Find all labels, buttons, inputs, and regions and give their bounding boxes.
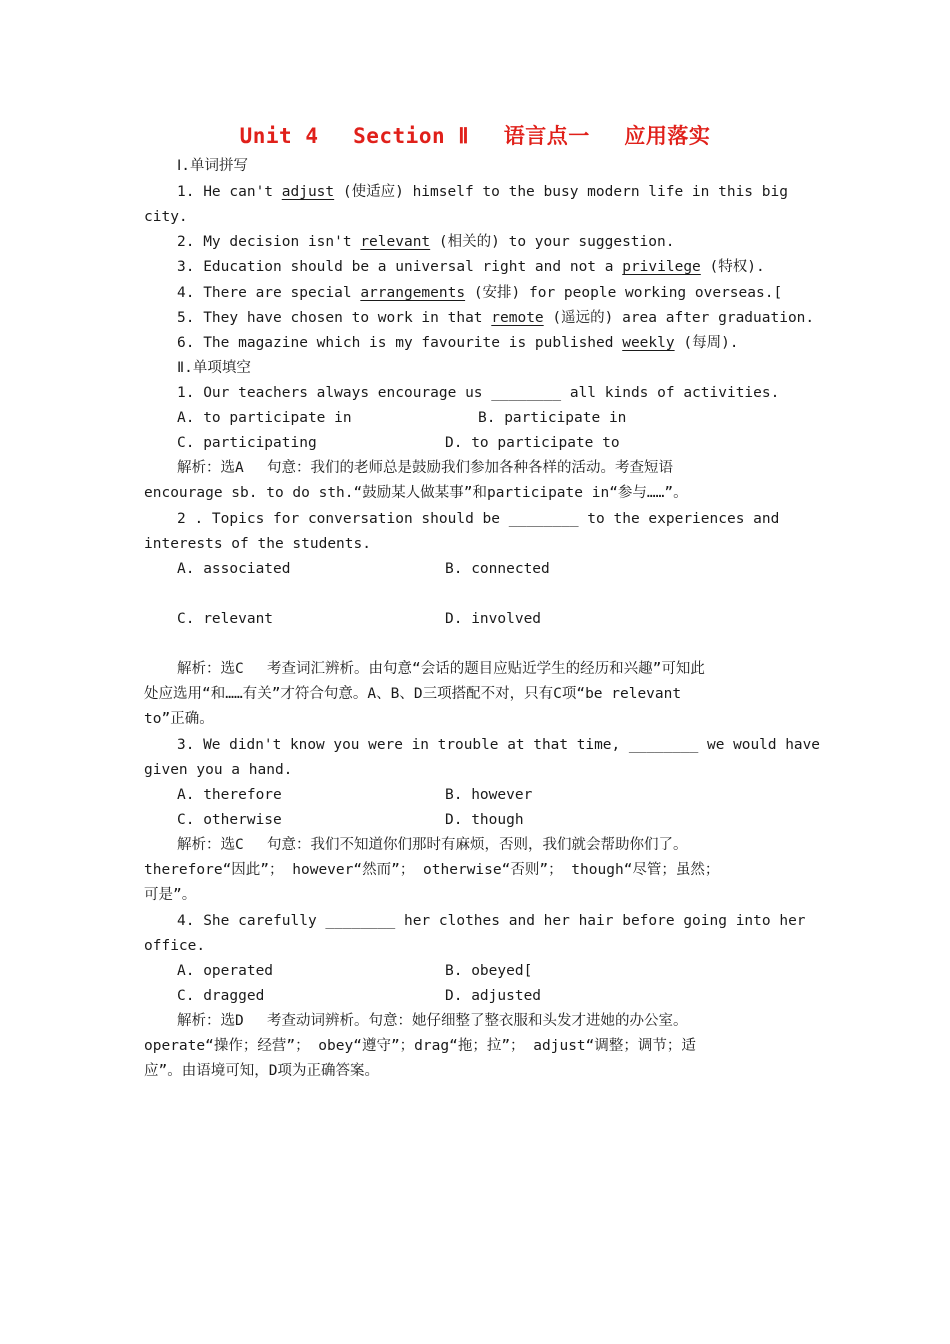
answer-word: privilege [622,259,701,275]
item-text: (特权). [700,259,765,275]
question-1-explanation: 解析：选A 句意：我们的老师总是鼓励我们参加各种各样的活动。考查短语 [177,460,673,476]
question-4-option-a: A. operated [177,963,274,979]
item-text: 6. The magazine which is my favourite is published [177,335,623,351]
question-3-option-b: B. however [445,787,533,803]
question-2-stem: 2 . Topics for conversation should be ________ to the experiences and [177,511,780,527]
item-text: 1. He can't [177,184,282,200]
answer-word: arrangements [360,285,466,301]
item-text: 3. Education should be a universal right and not a [177,259,623,275]
question-3-stem-cont: given you a hand. [144,762,293,778]
item-text: 5. They have chosen to work in that [177,310,492,326]
answer-word: relevant [360,234,431,250]
question-4-explanation: 解析：选D 考查动词辨析。句意：她仔细整了整衣服和头发才进她的办公室。 [177,1013,688,1029]
page-title: Unit 4 Section Ⅱ 语言点一 应用落实 [239,124,711,148]
section-heading-choice: Ⅱ.单项填空 [177,360,251,376]
question-2-explanation: 解析：选C 考查词汇辨析。由句意“会话的题目应贴近学生的经历和兴趣”可知此 [177,661,705,677]
question-1-stem: 1. Our teachers always encourage us ________ all kinds of activities. [177,385,780,401]
item-text: 2. My decision isn't [177,234,361,250]
item-text: (相关的) to your suggestion. [430,234,675,250]
question-4-stem: 4. She carefully ________ her clothes and her hair before going into her [177,913,806,929]
question-2-explanation-cont2: to”正确。 [144,711,214,727]
question-3-option-a: A. therefore [177,787,282,803]
spelling-item-3 [177,257,765,277]
question-3-explanation-cont: therefore“因此”； however“然而”； otherwise“否则”； though“尽管；虽然； [144,862,720,878]
question-1-option-d: D. to participate to [445,435,620,451]
answer-word: adjust [281,184,335,200]
spelling-item-6 [177,333,739,353]
question-1-explanation-cont: encourage sb. to do sth.“鼓励某人做某事”和participate in“参与……”。 [144,485,688,501]
question-2-option-d: D. involved [445,611,542,627]
spelling-item-1 [177,182,788,202]
question-3-option-c: C. otherwise [177,812,282,828]
question-4-option-d: D. adjusted [445,988,542,1004]
spelling-item-1-cont: city. [144,209,188,225]
question-4-explanation-cont: operate“操作；经营”； obey“遵守”；drag“拖；拉”； adjust“调整；调节；适 [144,1038,696,1054]
spelling-item-4 [177,283,782,303]
question-1-option-a: A. to participate in [177,410,352,426]
section-heading-spelling: Ⅰ.单词拼写 [177,158,249,174]
spelling-item-2 [177,232,674,252]
question-1-option-b: B. participate in [478,410,627,426]
question-2-option-a: A. associated [177,561,291,577]
question-1-option-c: C. participating [177,435,317,451]
question-4-option-b: B. obeyed[ [445,963,533,979]
item-text: (安排) for people working overseas.[ [465,285,783,301]
answer-word: weekly [622,335,675,351]
question-3-explanation: 解析：选C 句意：我们不知道你们那时有麻烦，否则，我们就会帮助你们了。 [177,837,688,853]
question-3-option-d: D. though [445,812,524,828]
question-2-explanation-cont: 处应选用“和……有关”才符合句意。A、B、D三项搭配不对，只有C项“be relevant [144,686,682,702]
spelling-item-5 [177,308,814,328]
item-text: (每周). [674,335,739,351]
question-2-stem-cont: interests of the students. [144,536,371,552]
question-4-explanation-cont2: 应”。由语境可知，D项为正确答案。 [144,1063,379,1079]
item-text: 4. There are special [177,285,361,301]
answer-word: remote [491,310,544,326]
question-3-stem: 3. We didn't know you were in trouble at that time, ________ we would have [177,737,821,753]
question-3-explanation-cont2: 可是”。 [144,887,197,903]
question-2-option-b: B. connected [445,561,550,577]
question-2-option-c: C. relevant [177,611,274,627]
question-4-stem-cont: office. [144,938,206,954]
item-text: (使适应) himself to the busy modern life in this big [334,184,788,200]
question-4-option-c: C. dragged [177,988,265,1004]
item-text: (遥远的) area after graduation. [543,310,815,326]
